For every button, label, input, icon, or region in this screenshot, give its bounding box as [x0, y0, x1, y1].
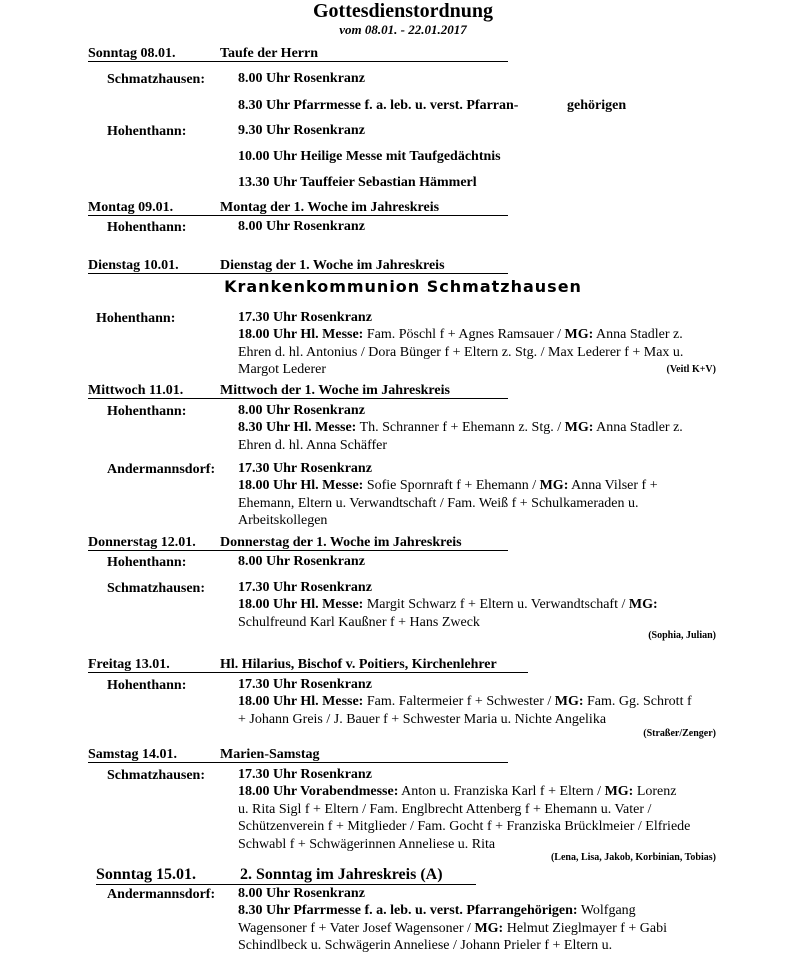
location-label: Hohenthann:	[107, 404, 187, 419]
event-block: 8.30 Uhr Pfarrmesse f. a. leb. u. verst. Pfarrangehörigen: Wolfgang Wagensoner f + Vater Josef Wagensoner / MG: Helmut Zieglmayer f + Gabi Schindlbeck u. Schwägerin Anneliese / Johann Prieler f + Eltern u.	[238, 903, 668, 953]
event-line: 17.30 Uhr Rosenkranz	[238, 580, 372, 595]
location-label: Schmatzhausen:	[107, 72, 206, 87]
location-label: Andermannsdorf:	[107, 462, 216, 477]
day-date: Montag 09.01.	[88, 200, 174, 215]
day-header	[88, 747, 508, 763]
page-title: Gottesdienstordnung	[312, 0, 494, 22]
event-block: 18.00 Uhr Hl. Messe: Sofie Spornraft f + Ehemann / MG: Anna Vilser f + Ehemann, Eltern u. Verwandtschaft / Fam. Weiß f + Schulkameraden u. Arbeitskollegen	[238, 478, 658, 528]
location-label: Hohenthann:	[107, 124, 187, 139]
event-line: 8.00 Uhr Rosenkranz	[238, 219, 365, 234]
page-subtitle: vom 08.01. - 22.01.2017	[339, 22, 467, 37]
event-line: 17.30 Uhr Rosenkranz	[238, 767, 372, 782]
location-label: Hohenthann:	[107, 220, 187, 235]
event-line: 8.30 Uhr Pfarrmesse f. a. leb. u. verst. Pfarran- gehörigen	[238, 98, 627, 113]
day-header	[88, 46, 508, 62]
note: (Lena, Lisa, Jakob, Korbinian, Tobias)	[550, 852, 716, 863]
banner-krankenkommunion: Krankenkommunion Schmatzhausen	[224, 277, 582, 296]
day-header	[88, 383, 508, 399]
location-label: Schmatzhausen:	[107, 768, 206, 783]
day-date: Donnerstag 12.01.	[88, 535, 196, 550]
event-line: 17.30 Uhr Rosenkranz	[238, 677, 372, 692]
day-date: Samstag 14.01.	[88, 747, 178, 762]
day-header	[96, 866, 476, 885]
location-label: Hohenthann:	[107, 555, 187, 570]
day-date: Sonntag 15.01.	[96, 866, 197, 883]
day-header	[88, 200, 508, 216]
event-line: 8.00 Uhr Rosenkranz	[238, 554, 365, 569]
event-block: 18.00 Uhr Vorabendmesse: Anton u. Franziska Karl f + Eltern / MG: Lorenz u. Rita Sigl f + Eltern / Fam. Englbrecht Attenberg f + Ehemann u. Vater / Schützenverein f + Mitglieder / Fam. Gocht f + Franziska Brücklmeier / Elfriede Schwabl f + Schwägerinnen Anneliese u. Rita	[238, 784, 691, 852]
day-title: 2. Sonntag im Jahreskreis (A)	[240, 866, 443, 883]
event-block: 18.00 Uhr Hl. Messe: Fam. Pöschl f + Agnes Ramsauer / MG: Anna Stadler z. Ehren d. hl. Antonius / Dora Bünger f + Eltern z. Stg. / Max Lederer f + Max u. Margot Lederer	[238, 327, 684, 377]
day-title: Hl. Hilarius, Bischof v. Poitiers, Kirchenlehrer	[220, 657, 497, 672]
note: (Straßer/Zenger)	[643, 728, 716, 739]
day-header	[88, 657, 528, 673]
day-title: Taufe der Herrn	[220, 46, 318, 61]
event-line: 8.00 Uhr Rosenkranz	[238, 886, 365, 901]
event-block: 18.00 Uhr Hl. Messe: Margit Schwarz f + Eltern u. Verwandtschaft / MG: Schulfreund Karl Kaußner f + Hans Zweck	[238, 597, 658, 630]
location-label: Schmatzhausen:	[107, 581, 206, 596]
event-block: 8.30 Uhr Hl. Messe: Th. Schranner f + Ehemann z. Stg. / MG: Anna Stadler z. Ehren d. hl. Anna Schäffer	[238, 420, 683, 453]
day-title: Montag der 1. Woche im Jahreskreis	[220, 200, 440, 215]
day-title: Mittwoch der 1. Woche im Jahreskreis	[220, 383, 450, 398]
day-title: Marien-Samstag	[220, 747, 320, 762]
event-line: 17.30 Uhr Rosenkranz	[238, 461, 372, 476]
event-line: 10.00 Uhr Heilige Messe mit Taufgedächtnis	[238, 149, 501, 164]
day-title: Dienstag der 1. Woche im Jahreskreis	[220, 258, 445, 273]
event-line: 13.30 Uhr Tauffeier Sebastian Hämmerl	[238, 175, 477, 190]
day-date: Dienstag 10.01.	[88, 258, 179, 273]
day-date: Sonntag 08.01.	[88, 46, 176, 61]
note: (Sophia, Julian)	[648, 630, 716, 641]
location-label: Hohenthann:	[107, 678, 187, 693]
day-title: Donnerstag der 1. Woche im Jahreskreis	[220, 535, 462, 550]
note: (Veitl K+V)	[666, 364, 716, 375]
day-header	[88, 258, 508, 274]
day-date: Freitag 13.01.	[88, 657, 170, 672]
event-line: 9.30 Uhr Rosenkranz	[238, 123, 365, 138]
location-label: Andermannsdorf:	[107, 887, 216, 902]
event-line: 8.00 Uhr Rosenkranz	[238, 71, 365, 86]
location-label: Hohenthann:	[96, 311, 176, 326]
day-date: Mittwoch 11.01.	[88, 383, 184, 398]
day-header	[88, 535, 508, 551]
event-block: 18.00 Uhr Hl. Messe: Fam. Faltermeier f + Schwester / MG: Fam. Gg. Schrott f + Johann Greis / J. Bauer f + Schwester Maria u. Nichte Angelika	[238, 694, 692, 727]
event-line: 17.30 Uhr Rosenkranz	[238, 310, 372, 325]
event-line: 8.00 Uhr Rosenkranz	[238, 403, 365, 418]
